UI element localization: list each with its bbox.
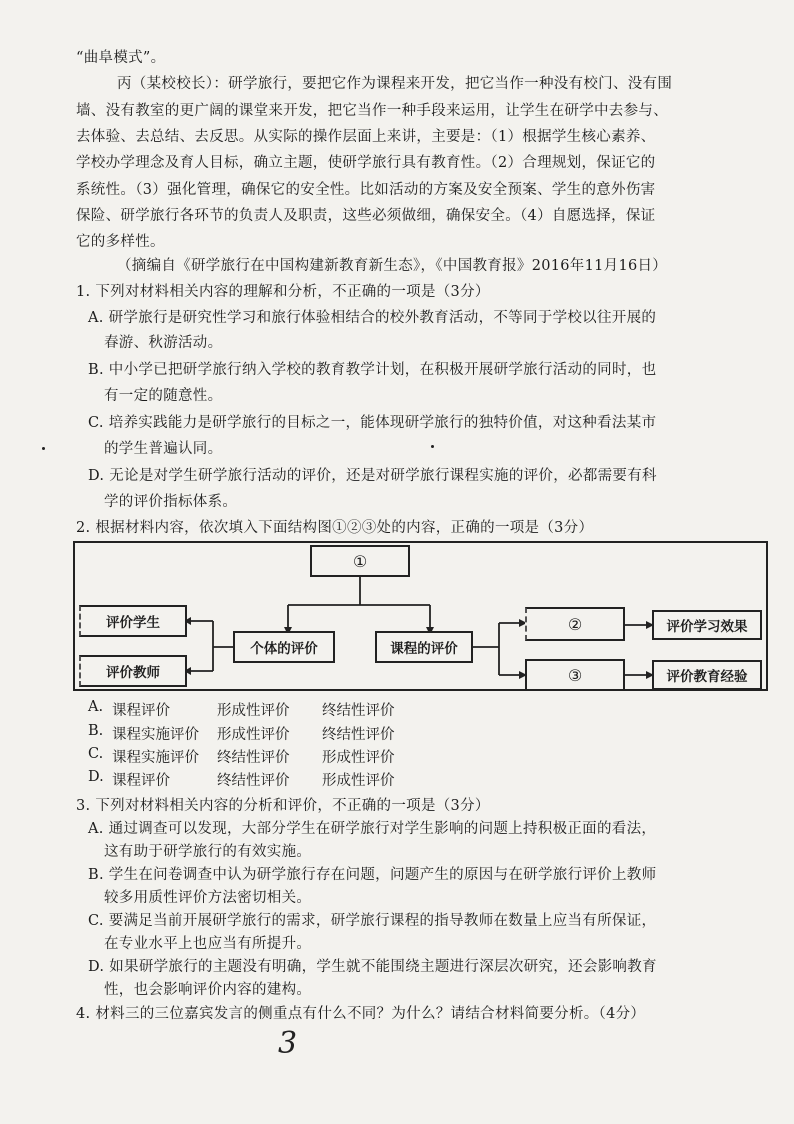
passage-line: 它的多样性。 [76,234,165,250]
q3-option-c: C. 要满足当前开展研学旅行的需求，研学旅行课程的指导教师在数量上应当有所保证， [88,913,657,929]
option-blank-1: 课程评价 [112,773,170,789]
q1-option-d-cont: 学的评价指标体系。 [104,494,238,510]
diagram-box-evaluate-students: 评价学生 [79,605,187,637]
option-blank-2: 形成性评价 [217,703,290,719]
option-blank-3: 形成性评价 [322,750,395,766]
q3-option-b-cont: 较多用质性评价方法密切相关。 [104,890,312,906]
q3-option-a-cont: 这有助于研学旅行的有效实施。 [104,844,312,860]
page-number-handwritten: 3 [278,1026,298,1061]
q3-option-d-cont: 性，也会影响评价内容的建构。 [104,982,312,998]
diagram-box-3: ③ [525,659,625,691]
passage-line: 保险、研学旅行各环节的负责人及职责，这些必须做细，确保安全。（4）自愿选择，保证 [76,208,656,224]
question-3-stem: 3. 下列对材料相关内容的分析和评价，不正确的一项是（3分） [76,798,490,814]
question-4-stem: 4. 材料三的三位嘉宾发言的侧重点有什么不同？为什么？请结合材料简要分析。（4分） [76,1006,646,1022]
q1-option-c: C. 培养实践能力是研学旅行的目标之一，能体现研学旅行的独特价值，对这种看法某市 [88,415,657,431]
q3-option-b: B. 学生在问卷调查中认为研学旅行存在问题，问题产生的原因与在研学旅行评价上教师 [88,867,657,883]
option-blank-2: 形成性评价 [217,727,290,743]
q1-option-b-cont: 有一定的随意性。 [104,388,223,404]
diagram-box-course-evaluation: 课程的评价 [375,631,473,663]
q1-option-a-cont: 春游、秋游活动。 [104,335,223,351]
scan-speck [42,447,45,450]
q1-option-a: A. 研学旅行是研究性学习和旅行体验相结合的校外教育活动，不等同于学校以往开展的 [88,310,657,326]
diagram-box-teaching-experience: 评价教育经验 [652,660,762,690]
option-letter: C. [88,746,104,762]
option-blank-3: 形成性评价 [322,773,395,789]
passage-line: 去体验、去总结、去反思。从实际的操作层面上来讲，主要是：（1）根据学生核心素养、 [76,129,656,145]
q1-option-d: D. 无论是对学生研学旅行活动的评价，还是对研学旅行课程实施的评价，必都需要有科 [88,468,657,484]
q3-option-d: D. 如果研学旅行的主题没有明确，学生就不能围绕主题进行深层次研究，还会影响教育 [88,959,657,975]
diagram-box-1: ① [310,545,410,577]
option-blank-3: 终结性评价 [322,727,395,743]
passage-line: 墙、没有教室的更广阔的课堂来开发，把它当作一种手段来运用，让学生在研学中去参与、 [76,103,668,119]
diagram-box-2: ② [525,607,625,641]
passage-line: “曲阜模式”。 [76,50,166,66]
diagram-box-individual-evaluation: 个体的评价 [233,631,335,663]
q3-option-c-cont: 在专业水平上也应当有所提升。 [104,936,312,952]
option-blank-3: 终结性评价 [322,703,395,719]
scan-speck [431,445,434,448]
option-blank-1: 课程实施评价 [112,727,199,743]
option-letter: B. [88,723,104,739]
q3-option-a: A. 通过调查可以发现，大部分学生在研学旅行对学生影响的问题上持积极正面的看法， [88,821,657,837]
option-blank-2: 终结性评价 [217,773,290,789]
option-blank-1: 课程实施评价 [112,750,199,766]
option-blank-1: 课程评价 [112,703,170,719]
structure-diagram [73,541,768,691]
option-letter: A. [88,699,104,715]
q1-option-b: B. 中小学已把研学旅行纳入学校的教育教学计划，在积极开展研学旅行活动的同时，也 [88,362,657,378]
diagram-box-learning-effect: 评价学习效果 [652,610,762,640]
passage-line: 系统性。（3）强化管理，确保它的安全性。比如活动的方案及安全预案、学生的意外伤害 [76,182,656,198]
q1-option-c-cont: 的学生普遍认同。 [104,441,223,457]
diagram-box-evaluate-teachers: 评价教师 [79,655,187,687]
passage-line: 丙（某校校长）：研学旅行，要把它作为课程来开发，把它当作一种没有校门、没有围 [117,76,673,92]
passage-source: （摘编自《研学旅行在中国构建新教育新生态》，《中国教育报》2016年11月16日） [117,258,668,274]
option-letter: D. [88,769,104,785]
passage-line: 学校办学理念及育人目标，确立主题，使研学旅行具有教育性。（2）合理规划，保证它的 [76,155,656,171]
option-blank-2: 终结性评价 [217,750,290,766]
question-1-stem: 1. 下列对材料相关内容的理解和分析，不正确的一项是（3分） [76,284,490,300]
question-2-stem: 2. 根据材料内容，依次填入下面结构图①②③处的内容，正确的一项是（3分） [76,520,594,536]
